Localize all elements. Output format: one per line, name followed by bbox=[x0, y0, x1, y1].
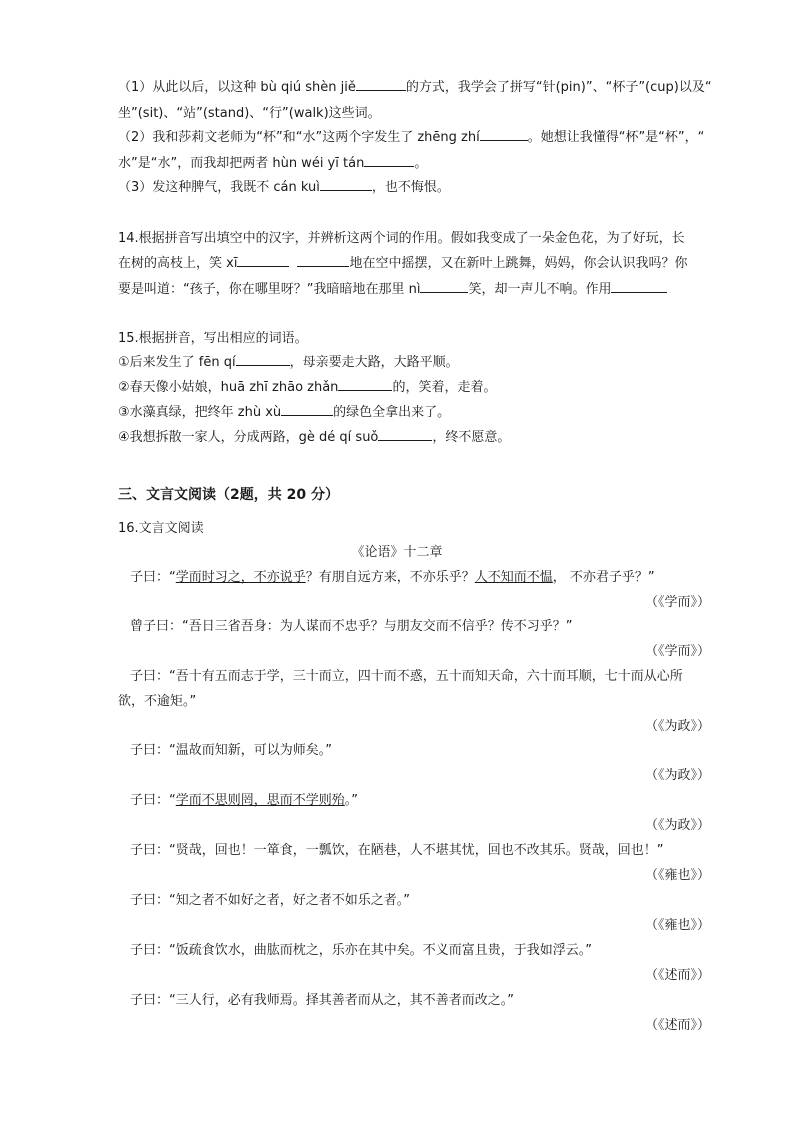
chapter-9-source bbox=[645, 1016, 710, 1036]
c3-text-b: 欲，不逾矩。” bbox=[118, 694, 197, 709]
c8-text: 子曰：“饭疏食饮水，曲肱而枕之，乐亦在其中矣。不义而富且贵，于我如浮云。” bbox=[130, 943, 592, 958]
q16-label bbox=[118, 519, 204, 539]
c7-text: 子曰：“知之者不如好之者，好之者不如乐之者。” bbox=[130, 893, 410, 908]
q14-line3 bbox=[118, 280, 667, 300]
q13-item1-text-b: 的方式，我学会了拼写“针(pin)”、“杯子”(cup)以及“ bbox=[405, 80, 712, 95]
chapter-5 bbox=[130, 791, 358, 811]
chapter-3-line1 bbox=[130, 667, 683, 687]
chapter-6 bbox=[130, 841, 663, 861]
q15-item2-blank[interactable] bbox=[338, 378, 392, 391]
q15-item1-text-b: ，母亲要走大路，大路平顺。 bbox=[289, 355, 459, 370]
q14-blank-function[interactable] bbox=[611, 280, 667, 293]
q16-label-text: 16.文言文阅读 bbox=[118, 521, 204, 536]
q15-item3-blank[interactable] bbox=[281, 403, 333, 416]
q13-item2-blank2[interactable] bbox=[364, 154, 414, 167]
q15-item2-text-b: 的，笑着，走着。 bbox=[392, 380, 497, 395]
q13-item2-text-a: （2）我和莎莉文老师为“杯”和“水”这两个字发生了 zhēng zhí bbox=[118, 130, 480, 145]
q13-item3-text-b: ，也不悔恨。 bbox=[371, 180, 450, 195]
q15-item1-blank[interactable] bbox=[236, 353, 290, 366]
c9-source-text: （《述而》） bbox=[644, 1018, 710, 1033]
chapter-4 bbox=[130, 741, 332, 761]
q13-item1-blank[interactable] bbox=[356, 78, 406, 91]
q15-item4 bbox=[118, 428, 510, 448]
c1-text-b: ？有朋自远方来，不亦乐乎？ bbox=[305, 570, 475, 585]
c1-source-text: （《学而》） bbox=[644, 595, 710, 610]
c4-text: 子曰：“温故而知新，可以为师矣。” bbox=[130, 743, 332, 758]
q14-blank3[interactable] bbox=[420, 280, 468, 293]
q14-text-2b: 地在空中摇摆，又在新叶上跳舞，妈妈，你会认识我吗？你 bbox=[349, 256, 688, 271]
chapter-8-source bbox=[645, 966, 710, 986]
chapter-2 bbox=[130, 617, 572, 637]
chapter-3-line2 bbox=[118, 692, 196, 712]
chapter-4-source bbox=[645, 766, 710, 786]
c3-text-a: 子曰：“吾十有五而志于学，三十而立，四十而不惑，五十而知天命，六十而耳顺，七十而从心所 bbox=[130, 669, 683, 684]
q14-text-1: 14.根据拼音写出填空中的汉字，并辨析这两个词的作用。假如我变成了一朵金色花，为了好玩，长 bbox=[118, 231, 685, 246]
q13-item2-text-d: 。 bbox=[414, 156, 428, 171]
q14-text-2a: 在树的高枝上，笑 xī bbox=[118, 256, 238, 271]
q13-item3-line bbox=[118, 178, 450, 198]
c9-text: 子曰：“三人行，必有我师焉。择其善者而从之，其不善者而改之。” bbox=[130, 993, 514, 1008]
q13-item2-text-c: 水”是“水”，而我却把两者 hùn wéi yī tán bbox=[118, 156, 365, 171]
q15-title-text: 15.根据拼音，写出相应的词语。 bbox=[118, 331, 308, 346]
chapter-2-source bbox=[645, 642, 710, 662]
q15-item4-text-b: ，终不愿意。 bbox=[432, 430, 511, 445]
c2-text: 曾子曰：“吾日三省吾身：为人谋而不忠乎？与朋友交而不信乎？传不习乎？” bbox=[130, 619, 573, 634]
q13-item3-text-a: （3）发这种脾气，我既不 cán kuì bbox=[118, 180, 320, 195]
q13-item2-line2 bbox=[118, 154, 427, 174]
q13-item2-text-b: 。她想让我懂得“杯”是“杯”，“ bbox=[527, 130, 705, 145]
passage-title bbox=[0, 543, 794, 563]
c1-text-a: 子曰：“ bbox=[130, 570, 176, 585]
chapter-9 bbox=[130, 991, 514, 1011]
c6-source-text: （《雍也》） bbox=[644, 868, 710, 883]
c1-underlined-2: 人不知而不愠 bbox=[474, 570, 553, 585]
q13-item1-text-c: 坐”(sit)、“站”(stand)、“行”(walk)这些词。 bbox=[118, 106, 381, 121]
chapter-5-source bbox=[645, 816, 710, 836]
q14-text-3a: 要是叫道：“孩子，你在哪里呀？”我暗暗地在那里 nì bbox=[118, 282, 421, 297]
q15-item2-text-a: ②春天像小姑娘，huā zhī zhāo zhǎn bbox=[118, 380, 339, 395]
q13-item2-blank1[interactable] bbox=[480, 128, 528, 141]
q15-item3-text-a: ③水藻真绿，把终年 zhù xù bbox=[118, 405, 282, 420]
chapter-6-source bbox=[645, 866, 710, 886]
c6-text: 子曰：“贤哉，回也！一箪食，一瓢饮，在陋巷，人不堪其忧，回也不改其乐。贤哉，回也！” bbox=[130, 843, 664, 858]
c7-source-text: （《雍也》） bbox=[644, 918, 710, 933]
q15-item3 bbox=[118, 403, 450, 423]
q13-item3-blank[interactable] bbox=[320, 178, 372, 191]
section-heading-text: 三、文言文阅读（2题，共 20 分） bbox=[118, 487, 339, 503]
c1-text-c: ， 不亦君子乎？” bbox=[552, 570, 655, 585]
c5-text-a: 子曰：“ bbox=[130, 793, 176, 808]
q14-line2 bbox=[118, 254, 687, 274]
c5-text-b: 。” bbox=[344, 793, 359, 808]
c4-source-text: （《为政》） bbox=[644, 768, 710, 783]
c8-source-text: （《述而》） bbox=[644, 968, 710, 983]
chapter-8 bbox=[130, 941, 592, 961]
c3-source-text: （《为政》） bbox=[644, 719, 710, 734]
q14-text-3b: 笑，却一声儿不响。作用 bbox=[468, 282, 612, 297]
q14-blank2[interactable] bbox=[297, 254, 349, 267]
chapter-1 bbox=[130, 568, 655, 588]
q13-item1-line1 bbox=[118, 78, 712, 98]
q15-item1-text-a: ①后来发生了 fēn qí bbox=[118, 355, 236, 370]
q15-item3-text-b: 的绿色全拿出来了。 bbox=[333, 405, 451, 420]
c5-underlined: 学而不思则罔，思而不学则殆 bbox=[175, 793, 345, 808]
c5-source-text: （《为政》） bbox=[644, 818, 710, 833]
q14-blank1[interactable] bbox=[237, 254, 289, 267]
q13-item1-text-a: （1）从此以后，以这种 bù qiú shèn jiě bbox=[118, 80, 356, 95]
passage-title-text: 《论语》十二章 bbox=[351, 545, 443, 560]
q15-item1 bbox=[118, 353, 459, 373]
q14-line1 bbox=[118, 229, 685, 249]
q15-title bbox=[118, 329, 308, 349]
q15-item4-text-a: ④我想拆散一家人，分成两路，gè dé qí suǒ bbox=[118, 430, 379, 445]
q15-item4-blank[interactable] bbox=[378, 428, 432, 441]
chapter-7 bbox=[130, 891, 410, 911]
q13-item2-line1 bbox=[118, 128, 704, 148]
chapter-3-source bbox=[645, 717, 710, 737]
q15-item2 bbox=[118, 378, 496, 398]
c1-underlined-1: 学而时习之，不亦说乎 bbox=[175, 570, 306, 585]
section-heading bbox=[118, 485, 339, 505]
q13-item1-line2 bbox=[118, 104, 381, 124]
chapter-7-source bbox=[645, 916, 710, 936]
c2-source-text: （《学而》） bbox=[644, 644, 710, 659]
chapter-1-source bbox=[645, 593, 710, 613]
